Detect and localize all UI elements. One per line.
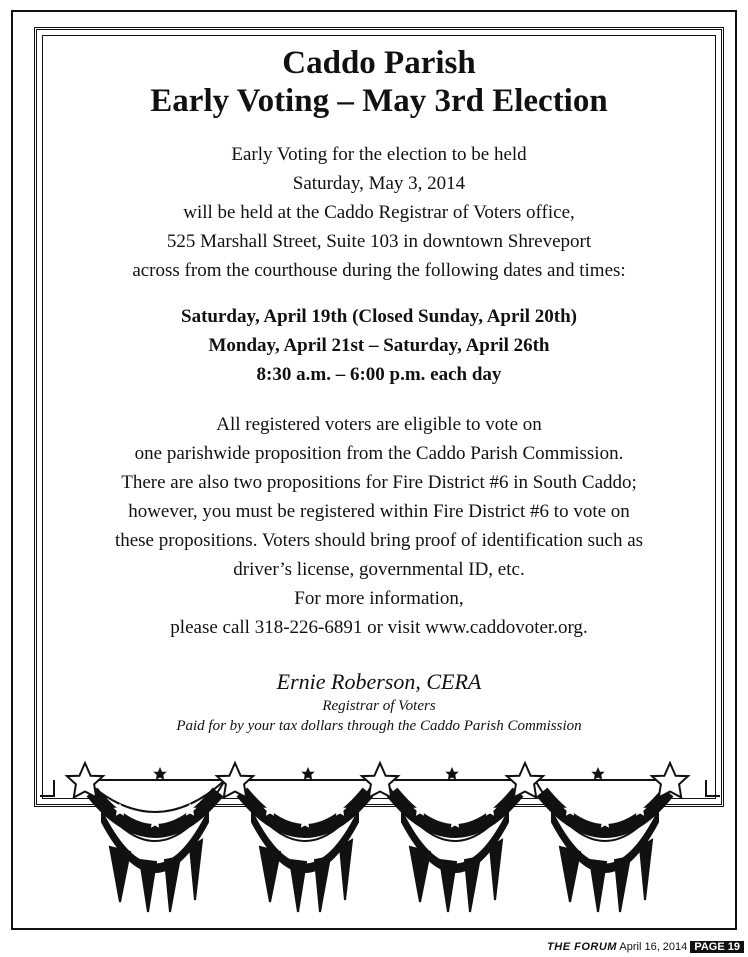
time-line: 8:30 a.m. – 6:00 p.m. each day: [256, 364, 502, 385]
drape-1: [85, 780, 225, 912]
intro-line: Saturday, May 3, 2014: [292, 173, 466, 194]
drape-3: [385, 780, 525, 912]
title-line-2: Early Voting – May 3rd Election: [150, 83, 608, 119]
body-line: For more information,: [294, 588, 464, 609]
signature-name: Ernie Roberson, CERA: [276, 669, 482, 694]
date-line: Saturday, April 19th (Closed Sunday, April 20th): [181, 306, 577, 327]
ad-title: [48, 44, 710, 120]
bunting-icon: [40, 752, 720, 927]
ad-content: [48, 44, 710, 736]
signature-title: Registrar of Voters: [322, 698, 436, 714]
page-number: PAGE 19: [690, 941, 744, 953]
voting-dates: [48, 302, 710, 389]
drape-2: [235, 780, 375, 912]
publication-date: April 16, 2014: [619, 941, 688, 953]
title-line-1: Caddo Parish: [282, 45, 476, 81]
intro-line: will be held at the Caddo Registrar of Voters office,: [183, 202, 575, 223]
intro-line: across from the courthouse during the following dates and times:: [132, 260, 626, 281]
body-line: however, you must be registered within Fire District #6 to vote on: [128, 501, 630, 522]
drape-4: [535, 780, 675, 912]
body-line: one parishwide proposition from the Caddo Parish Commission.: [134, 443, 624, 464]
intro-paragraph: [48, 140, 710, 285]
body-line: these propositions. Voters should bring proof of identification such as: [114, 530, 644, 551]
date-line: Monday, April 21st – Saturday, April 26th: [208, 335, 550, 356]
paid-for-notice: Paid for by your tax dollars through the Caddo Parish Commission: [176, 718, 582, 734]
body-paragraph: [48, 410, 710, 642]
page-footer: [547, 941, 744, 955]
body-line: All registered voters are eligible to vote on: [216, 414, 542, 435]
intro-line: 525 Marshall Street, Suite 103 in downtown Shreveport: [166, 231, 592, 252]
body-line: please call 318-226-6891 or visit www.caddovoter.org.: [170, 617, 588, 638]
body-line: driver’s license, governmental ID, etc.: [233, 559, 525, 580]
body-line: There are also two propositions for Fire District #6 in South Caddo;: [121, 472, 637, 493]
intro-line: Early Voting for the election to be held: [231, 144, 527, 165]
publication-name: THE FORUM: [547, 941, 617, 953]
